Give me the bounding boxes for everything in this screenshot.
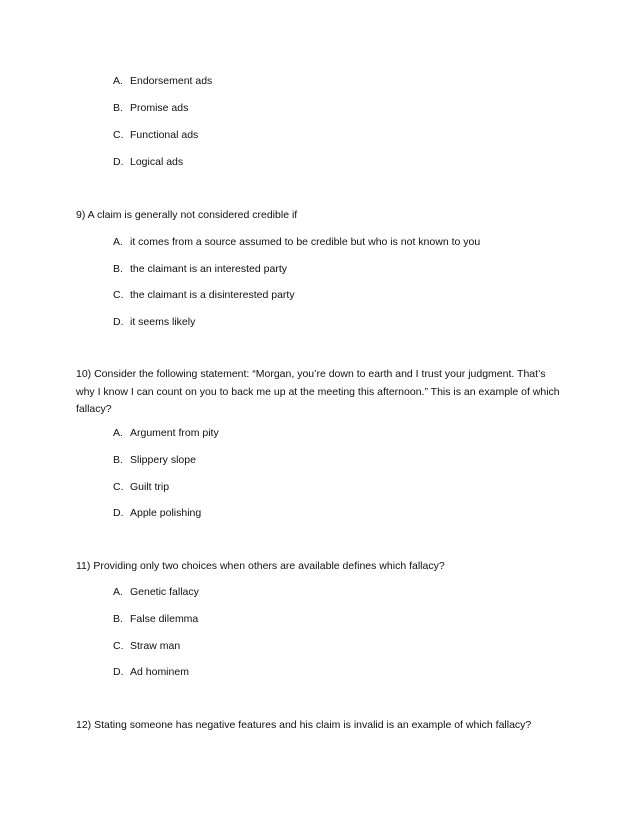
question-12: 12) Stating someone has negative features and his claim is invalid is an example of which fallacy? <box>76 719 532 731</box>
option-9-d: D. it seems likely <box>113 316 196 328</box>
option-11-d: D. Ad hominem <box>113 666 189 678</box>
option-pre-c: C. Functional ads <box>113 129 199 141</box>
option-10-a: A. Argument from pity <box>113 427 219 439</box>
option-11-a: A. Genetic fallacy <box>113 586 199 598</box>
option-9-a: A. it comes from a source assumed to be credible but who is not known to you <box>113 236 481 248</box>
option-11-b: B. False dilemma <box>113 613 199 625</box>
option-9-c: C. the claimant is a disinterested party <box>113 289 295 301</box>
option-10-b: B. Slippery slope <box>113 454 196 466</box>
option-9-b: B. the claimant is an interested party <box>113 263 287 275</box>
question-10-line-3: fallacy? <box>76 403 112 415</box>
question-10-line-2: why I know I can count on you to back me up at the meeting this afternoon.” This is an example of which <box>76 386 560 398</box>
option-10-d: D. Apple polishing <box>113 507 202 519</box>
option-10-c: C. Guilt trip <box>113 481 170 493</box>
option-pre-b: B. Promise ads <box>113 102 189 114</box>
option-11-c: C. Straw man <box>113 640 181 652</box>
option-pre-a: A. Endorsement ads <box>113 75 213 87</box>
option-pre-d: D. Logical ads <box>113 156 184 168</box>
question-9: 9) A claim is generally not considered credible if <box>76 209 298 221</box>
question-10-line-1: 10) Consider the following statement: “Morgan, you’re down to earth and I trust your judgment. That’s <box>76 368 546 380</box>
question-11: 11) Providing only two choices when others are available defines which fallacy? <box>76 560 445 572</box>
